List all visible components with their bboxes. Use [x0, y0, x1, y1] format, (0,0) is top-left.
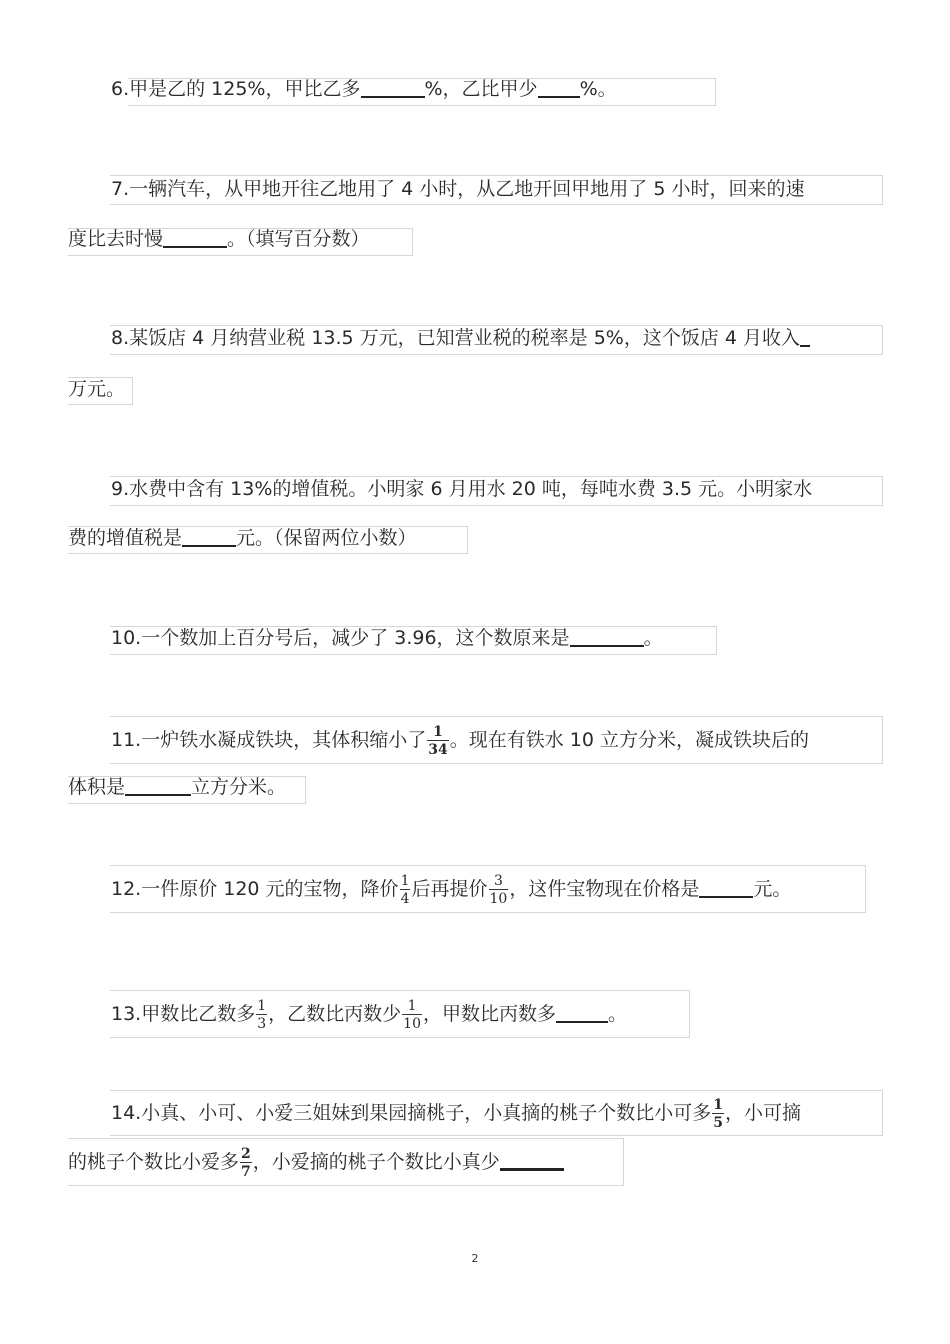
q14-text-4: ，小爱摘的桃子个数比小真少	[252, 1151, 500, 1173]
question-13	[111, 991, 627, 1037]
page-number: 2	[471, 1252, 479, 1265]
q12-frac1-denominator: 4	[400, 890, 410, 907]
q7-text-1: 度比去时慢	[68, 228, 164, 250]
q11-fraction	[427, 725, 448, 757]
question-10	[111, 629, 663, 648]
q12-frac1-numerator: 1	[400, 872, 410, 889]
q9-text-1: 费的增值税是	[68, 527, 183, 549]
q12-text-3: ，这件宝物现在价格是	[509, 878, 700, 900]
q6-text-3: %。	[579, 78, 617, 100]
q13-text-3: ，甲数比丙数多	[422, 1003, 556, 1025]
q13-text-2: ，乙数比丙数少	[268, 1003, 402, 1025]
q13-frac1-numerator: 1	[257, 997, 267, 1014]
q6-text-2: %，乙比甲少	[424, 78, 538, 100]
q12-text-2: 后再提价	[411, 878, 488, 900]
q14-answer-blank[interactable]	[500, 1168, 564, 1171]
question-6	[111, 80, 617, 99]
question-9-line-2	[68, 529, 417, 548]
q12-frac2-denominator: 10	[489, 890, 508, 907]
q14-text-1: 14.小真、小可、小爱三姐妹到果园摘桃子，小真摘的桃子个数比小可多	[111, 1102, 712, 1124]
question-12	[111, 866, 791, 912]
q12-answer-blank[interactable]	[699, 896, 753, 898]
q13-frac1-denominator: 3	[257, 1015, 267, 1032]
q13-fraction-2	[402, 999, 422, 1031]
q13-text-1: 13.甲数比乙数多	[111, 1003, 256, 1025]
q7-text-2: 。（填写百分数）	[227, 228, 370, 250]
q11-text-1: 11.一炉铁水凝成铁块，其体积缩小了	[111, 729, 427, 751]
q12-frac2-numerator: 3	[489, 874, 509, 890]
q14-text-3: 的桃子个数比小爱多	[68, 1151, 240, 1173]
q14-fraction-1	[712, 1098, 724, 1130]
q6-answer-blank-2[interactable]	[538, 96, 580, 98]
q11-answer-blank[interactable]	[125, 794, 191, 796]
q12-text-1: 12.一件原价 120 元的宝物，降价	[111, 878, 399, 900]
question-7-line-2	[68, 230, 370, 249]
q13-text-4: 。	[608, 1003, 628, 1025]
q10-text-2: 。	[643, 627, 663, 649]
q10-answer-blank[interactable]	[570, 645, 644, 647]
q12-fraction-1	[400, 874, 411, 906]
q13-fraction-1	[256, 999, 267, 1031]
q11-text-3: 体积是	[68, 776, 126, 798]
q14-text-2: ，小可摘	[724, 1102, 801, 1124]
q11-frac-numerator: 1	[427, 725, 448, 741]
q8-text-1: 8.某饭店 4 月纳营业税 13.5 万元，已知营业税的税率是 5%，这个饭店 4 月收入	[111, 327, 801, 349]
q9-text-2: 元。（保留两位小数）	[236, 527, 417, 549]
q14-frac1-denominator: 5	[713, 1114, 723, 1131]
question-7-line-1: 7.一辆汽车，从甲地开往乙地用了 4 小时，从乙地开回甲地用了 5 小时，回来的速	[111, 178, 805, 200]
q13-answer-blank[interactable]	[556, 1021, 608, 1023]
question-11-line-1	[111, 717, 809, 763]
question-8-line-1	[111, 329, 810, 348]
q10-text-1: 10.一个数加上百分号后，减少了 3.96，这个数原来是	[111, 627, 570, 649]
question-9-line-1: 9.水费中含有 13%的增值税。小明家 6 月用水 20 吨，每吨水费 3.5 元。小明家水	[111, 478, 813, 500]
q14-frac1-numerator: 1	[713, 1096, 723, 1113]
q6-answer-blank-1[interactable]	[361, 96, 425, 98]
q13-frac2-denominator: 10	[403, 1015, 421, 1032]
q14-frac2-denominator: 7	[241, 1163, 251, 1180]
q14-frac2-numerator: 2	[241, 1145, 251, 1162]
q9-answer-blank[interactable]	[182, 545, 236, 547]
question-8-line-2: 万元。	[68, 378, 126, 400]
q7-answer-blank[interactable]	[163, 246, 227, 248]
q8-answer-blank[interactable]	[800, 345, 810, 347]
question-11-line-2	[68, 778, 286, 797]
q11-text-2: 。现在有铁水 10 立方分米，凝成铁块后的	[449, 729, 809, 751]
question-14-line-2	[68, 1139, 564, 1185]
q12-fraction-2	[489, 874, 509, 906]
q11-text-4: 立方分米。	[191, 776, 287, 798]
q12-text-4: 元。	[753, 878, 792, 900]
q13-frac2-numerator: 1	[402, 999, 422, 1015]
q6-text-1: 6.甲是乙的 125%，甲比乙多	[111, 78, 361, 100]
q11-frac-denominator: 34	[428, 741, 448, 758]
q14-fraction-2	[240, 1147, 252, 1179]
question-14-line-1	[111, 1090, 801, 1136]
